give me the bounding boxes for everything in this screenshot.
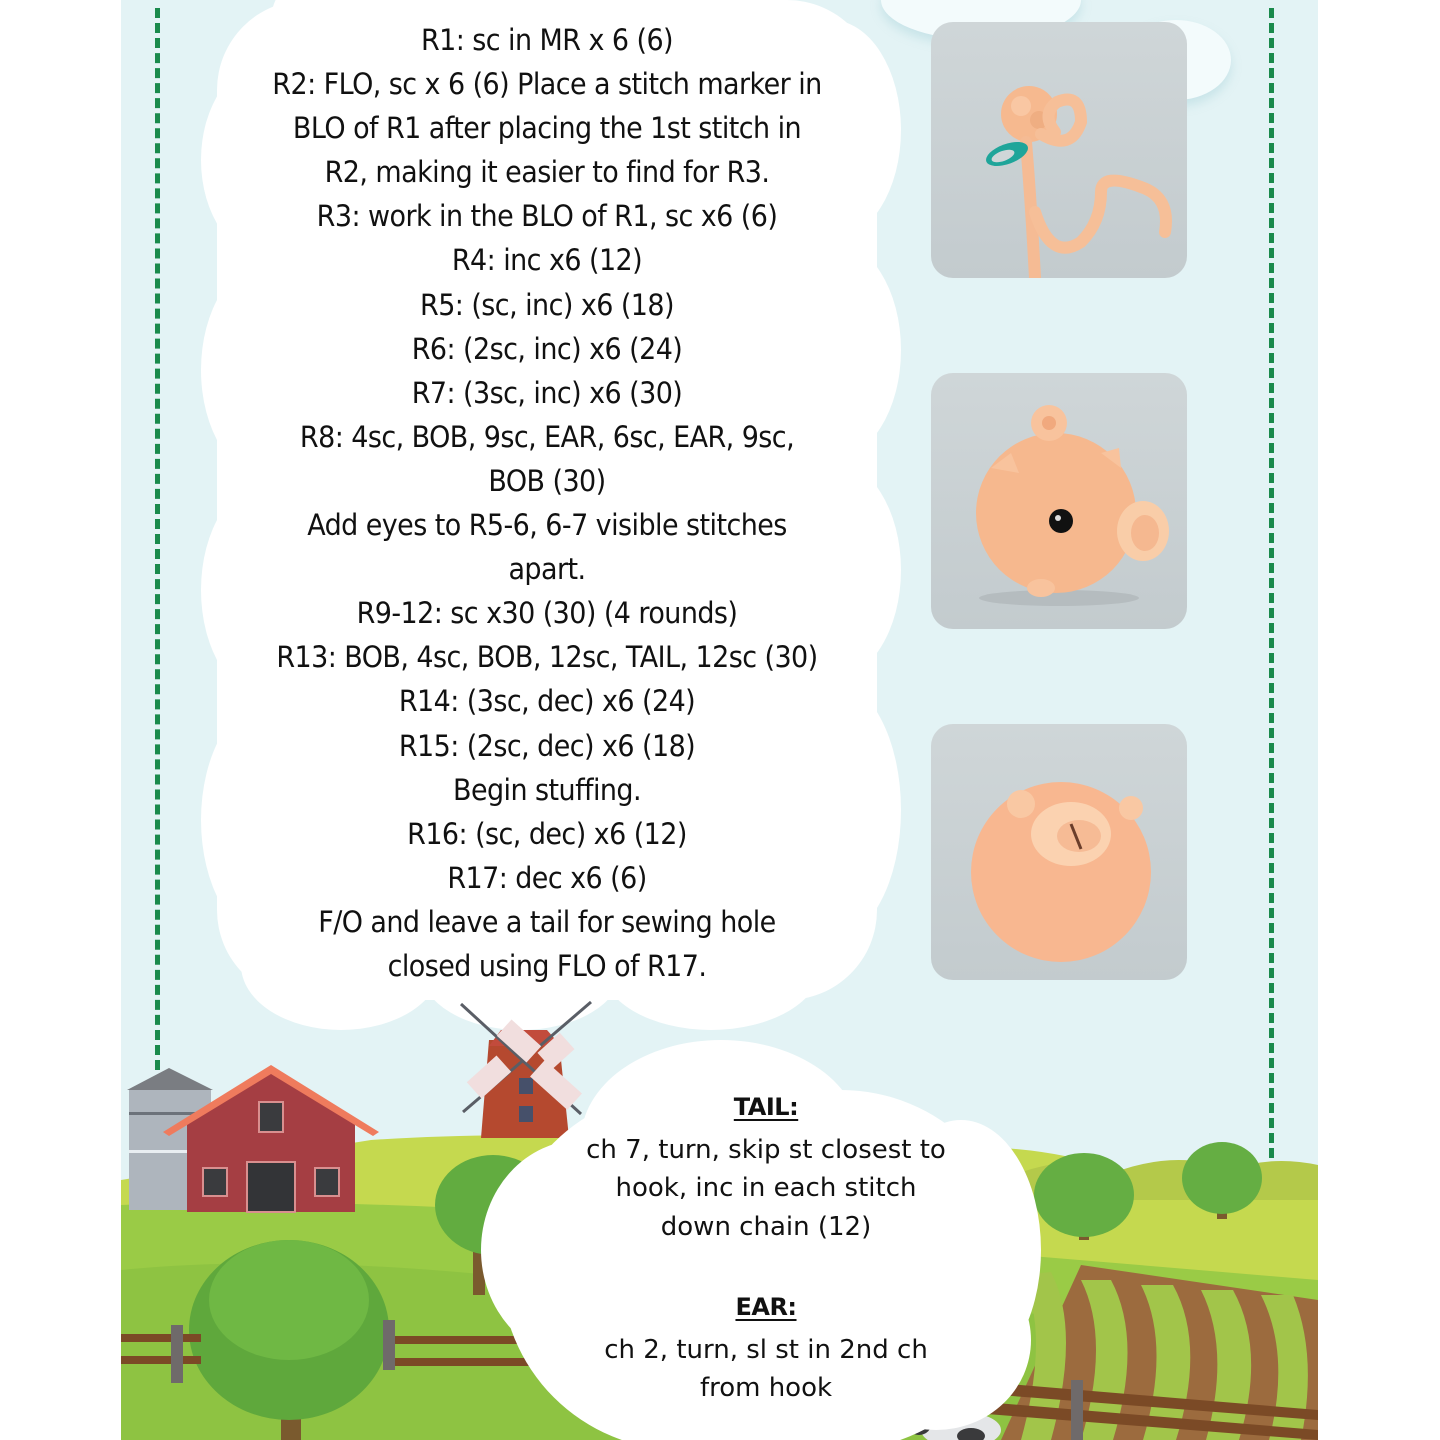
tail-heading: TAIL: <box>733 1093 799 1121</box>
instruction-line: Begin stuffing. <box>452 772 642 807</box>
instruction-line: BOB (30) <box>488 463 606 498</box>
instruction-line: apart. <box>508 552 586 587</box>
instruction-line: R15: (2sc, dec) x6 (18) <box>398 728 696 763</box>
instruction-line: R2, making it easier to find for R3. <box>324 155 770 190</box>
ear-line: from hook <box>699 1373 833 1403</box>
instruction-line: BLO of R1 after placing the 1st stitch in <box>292 111 802 146</box>
instruction-line: R1: sc in MR x 6 (6) <box>420 23 674 57</box>
instruction-line: R5: (sc, inc) x6 (18) <box>420 287 674 322</box>
instruction-line: R16: (sc, dec) x6 (12) <box>407 816 687 851</box>
instruction-line: R8: 4sc, BOB, 9sc, EAR, 6sc, EAR, 9sc, <box>299 419 795 454</box>
instruction-line: R9-12: sc x30 (30) (4 rounds) <box>356 596 738 631</box>
ear-line: ch 2, turn, sl st in 2nd ch <box>604 1334 928 1365</box>
instruction-line: Add eyes to R5-6, 6-7 visible stitches <box>307 508 787 543</box>
tail-line: ch 7, turn, skip st closest to <box>586 1134 946 1165</box>
ear-heading: EAR: <box>735 1293 797 1321</box>
instruction-line: R6: (2sc, inc) x6 (24) <box>411 331 683 366</box>
instruction-line: R17: dec x6 (6) <box>447 860 647 895</box>
pattern-poster <box>121 0 1318 1440</box>
instruction-line: closed using FLO of R17. <box>387 948 707 983</box>
instruction-line: R3: work in the BLO of R1, sc x6 (6) <box>316 199 778 234</box>
instruction-line: F/O and leave a tail for sewing hole <box>318 904 776 939</box>
tail-line: down chain (12) <box>660 1211 872 1242</box>
instruction-line: R2: FLO, sc x 6 (6) Place a stitch marker in <box>272 67 822 102</box>
instruction-line: R7: (3sc, inc) x6 (30) <box>411 375 683 410</box>
ear-notes <box>561 1288 971 1408</box>
tail-line: hook, inc in each stitch <box>615 1173 917 1203</box>
instruction-line: R4: inc x6 (12) <box>451 243 643 278</box>
instruction-line: R13: BOB, 4sc, BOB, 12sc, TAIL, 12sc (30) <box>276 640 818 675</box>
tail-notes <box>561 1088 971 1246</box>
instruction-line: R14: (3sc, dec) x6 (24) <box>398 684 696 719</box>
